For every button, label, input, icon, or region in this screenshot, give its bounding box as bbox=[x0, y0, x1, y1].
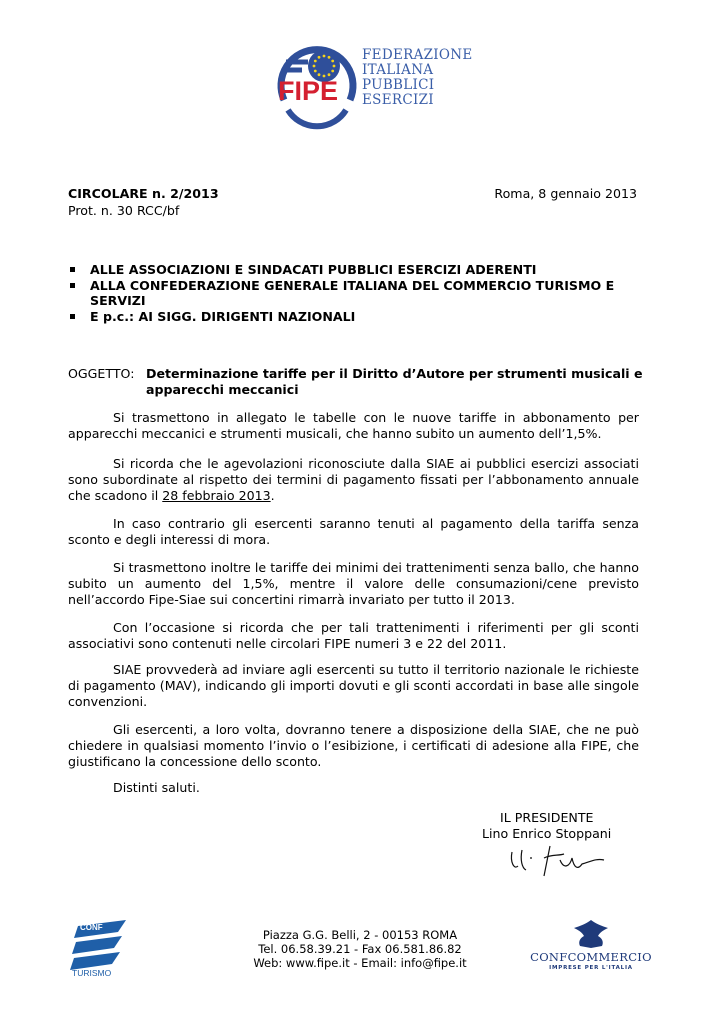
signatory-title: IL PRESIDENTE bbox=[500, 810, 594, 825]
recipient-item: ALLA CONFEDERAZIONE GENERALE ITALIANA DEL COMMERCIO TURISMO E SERVIZI bbox=[68, 278, 648, 309]
footer-web: Web: www.fipe.it - Email: info@fipe.it bbox=[253, 956, 467, 970]
body-paragraph bbox=[68, 456, 639, 504]
logo-acronym: FIPE bbox=[278, 76, 339, 106]
logo-arc-bottom bbox=[288, 110, 346, 126]
body-paragraph: Si trasmettono inoltre le tariffe dei minimi dei trattenimenti senza ballo, che hanno subito un aumento del 1,5%, mentre il valore delle consumazioni/cene previsto nell’accordo Fipe-Siae sui concertini rimarrà invariato per tutto il 2013. bbox=[68, 560, 639, 607]
fipe-emblem-icon bbox=[272, 40, 362, 130]
protocol-number: Prot. n. 30 RCC/bf bbox=[68, 203, 180, 218]
logo-line: PUBBLICI bbox=[362, 77, 435, 93]
logo-line: ITALIANA bbox=[362, 62, 434, 78]
recipient-item: ALLE ASSOCIAZIONI E SINDACATI PUBBLICI ESERCIZI ADERENTI bbox=[68, 262, 648, 278]
signatory-name: Lino Enrico Stoppani bbox=[482, 826, 612, 841]
confcommercio-name: CONFCOMMERCIO bbox=[530, 950, 652, 964]
logo-line: FEDERAZIONE bbox=[362, 47, 473, 63]
subject-label: OGGETTO: bbox=[68, 366, 135, 381]
logo-line: ESERCIZI bbox=[362, 92, 434, 108]
confcommercio-tagline: IMPRESE PER L'ITALIA bbox=[549, 965, 633, 971]
body-paragraph: Gli esercenti, a loro volta, dovranno tenere a disposizione della SIAE, che ne può chiedere in qualsiasi momento l’invio o l’esibizione, i certificati di adesione alla FIPE, che giustificano la concessione dello sconto. bbox=[68, 722, 639, 769]
body-paragraph: Con l’occasione si ricorda che per tali trattenimenti i riferimenti per gli sconti associativi sono contenuti nelle circolari FIPE numeri 3 e 22 del 2011. bbox=[68, 620, 639, 651]
letter-date: Roma, 8 gennaio 2013 bbox=[494, 186, 637, 201]
recipient-list bbox=[68, 262, 648, 324]
confturismo-bottom: TURISMO bbox=[72, 968, 112, 978]
fipe-logo bbox=[272, 40, 473, 130]
logo-wordmark bbox=[362, 48, 473, 108]
confturismo-top: CONF bbox=[80, 923, 103, 932]
handwritten-signature-icon bbox=[500, 836, 610, 880]
circolare-number: CIRCOLARE n. 2/2013 bbox=[68, 186, 219, 201]
paragraph-text: Si ricorda che le agevolazioni riconosciute dalla SIAE ai pubblici esercizi associati sono subordinate al rispetto dei termini di pagamento fissati per l’abbonamento annuale che scadono il bbox=[68, 456, 639, 503]
footer-phone: Tel. 06.58.39.21 - Fax 06.581.86.82 bbox=[258, 942, 462, 956]
footer-address: Piazza G.G. Belli, 2 - 00153 ROMA bbox=[262, 928, 458, 942]
body-paragraph: SIAE provvederà ad inviare agli esercenti su tutto il territorio nazionale le richieste di pagamento (MAV), indicando gli importi dovuti e gli sconti accordati in base alle singole convenzioni. bbox=[68, 662, 639, 709]
body-paragraph: In caso contrario gli esercenti saranno tenuti al pagamento della tariffa senza sconto e degli interessi di mora. bbox=[68, 516, 639, 547]
recipient-item: E p.c.: AI SIGG. DIRIGENTI NAZIONALI bbox=[68, 309, 648, 325]
eagle-icon bbox=[530, 918, 652, 950]
subject-text: Determinazione tariffe per il Diritto d’Autore per strumenti musicali e apparecchi meccanici bbox=[146, 366, 643, 397]
confturismo-logo bbox=[70, 918, 132, 978]
confcommercio-logo bbox=[530, 918, 652, 973]
closing-salutation: Distinti saluti. bbox=[113, 780, 200, 795]
deadline-date: 28 febbraio 2013 bbox=[162, 488, 271, 503]
footer-contacts bbox=[230, 928, 490, 970]
body-paragraph: Si trasmettono in allegato le tabelle con le nuove tariffe in abbonamento per apparecchi meccanici e strumenti musicali, che hanno subito un aumento dell’1,5%. bbox=[68, 410, 639, 441]
paragraph-text: . bbox=[270, 488, 275, 503]
